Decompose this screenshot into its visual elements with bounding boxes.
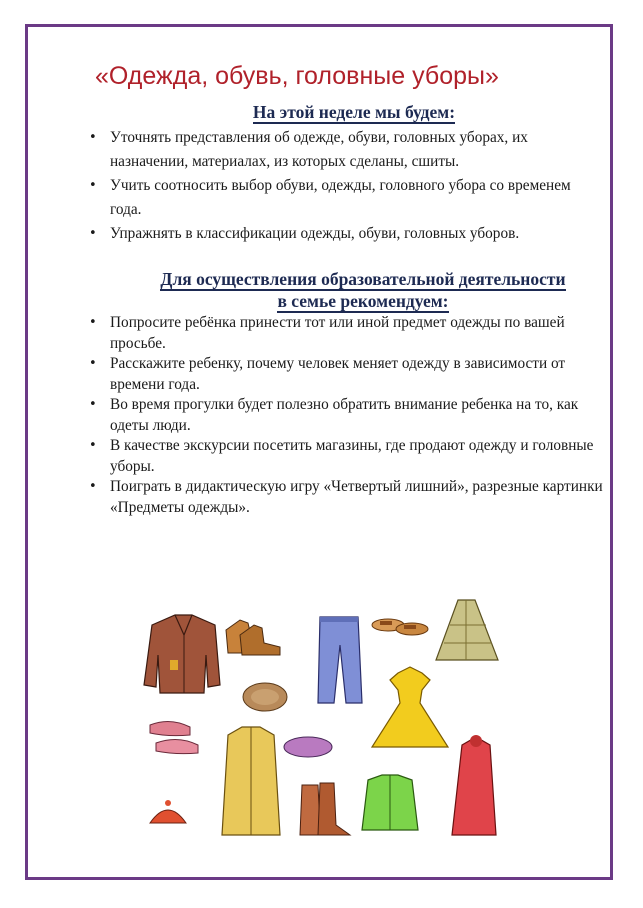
slippers-icon	[150, 721, 198, 753]
page-title: «Одежда, обувь, головные уборы»	[95, 62, 499, 90]
red-hat-icon	[150, 800, 186, 823]
dress-icon	[372, 667, 448, 747]
green-jacket-icon	[362, 775, 418, 830]
clothing-illustration	[130, 585, 530, 860]
boots-icon	[226, 620, 280, 655]
week-goals-list	[88, 126, 598, 246]
skirt-icon	[436, 600, 498, 660]
list-item: • Расскажите ребенку, почему человек меняет одежду в зависимости от времени года.	[88, 354, 608, 395]
family-heading	[120, 268, 606, 312]
red-coat-icon	[452, 735, 496, 835]
coat-icon	[222, 727, 280, 835]
sandals-icon	[372, 619, 428, 635]
list-item: • Учить соотносить выбор обуви, одежды, головного убора со временем года.	[88, 174, 598, 222]
jacket-icon	[144, 615, 220, 693]
beret-icon	[284, 737, 332, 757]
list-item: • Поиграть в дидактическую игру «Четвертый лишний», разрезные картинки «Предметы одежды».	[88, 477, 608, 518]
family-heading-line1: Для осуществления образовательной деятельности	[160, 269, 566, 289]
list-item: • Уточнять представления об одежде, обуви, головных уборах, их назначении, материалах, из которых сделаны, сшиты.	[88, 126, 598, 174]
list-item: • Попросите ребёнка принести тот или иной предмет одежды по вашей просьбе.	[88, 313, 608, 354]
family-recommendations-list	[88, 313, 608, 518]
jeans-icon	[318, 617, 362, 703]
family-heading-line2: в семье рекомендуем:	[277, 291, 449, 311]
list-item: • В качестве экскурсии посетить магазины, где продают одежду и головные уборы.	[88, 436, 608, 477]
week-heading	[0, 102, 643, 123]
fur-hat-icon	[243, 683, 287, 711]
list-item: • Во время прогулки будет полезно обратить внимание ребенка на то, как одеты люди.	[88, 395, 608, 436]
list-item: • Упражнять в классификации одежды, обуви, головных уборов.	[88, 222, 598, 246]
week-heading-text: На этой неделе мы будем:	[252, 102, 456, 122]
tall-boots-icon	[300, 783, 350, 835]
